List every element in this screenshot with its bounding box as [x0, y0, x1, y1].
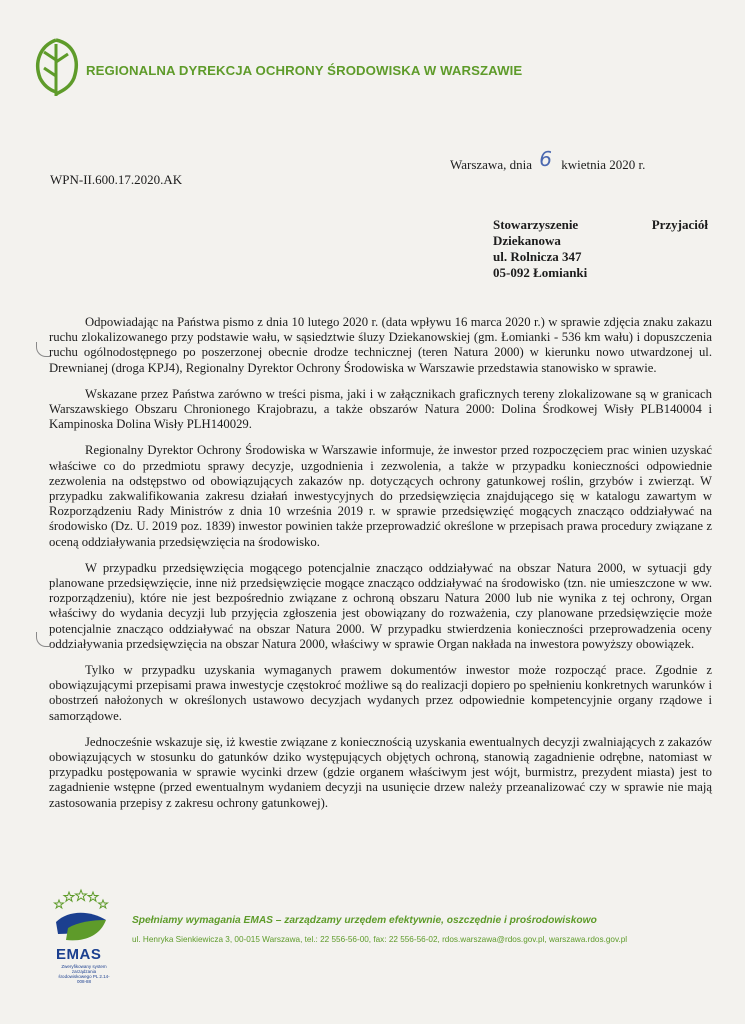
organization-name: REGIONALNA DYREKCJA OCHRONY ŚRODOWISKA W WARSZAWIE	[86, 63, 523, 78]
address-line-1	[493, 217, 708, 233]
address-line-1b: Przyjaciół	[651, 217, 708, 232]
place-prefix: Warszawa, dnia	[450, 157, 532, 172]
address-line-4: 05-092 Łomianki	[493, 265, 588, 280]
month-year: kwietnia 2020 r.	[561, 157, 646, 172]
body-paragraph-1: Odpowiadając na Państwa pismo z dnia 10 lutego 2020 r. (data wpływu 16 marca 2020 r.) w sprawie zdjęcia znaku zakazu ruchu zlokalizowanego przy podstawie wału, w sąsiedztwie śluzy Dziekanowskiej (gm. Łomianki - 536 km wału) i dopuszczenia ruchu ogólnodostępnego po poszerzonej obecnie drodze technicznej (teren Natura 2000) w kierunku nowo utwardzonej ul. Drewnianej (droga KPJ4), Regionalny Dyrektor Ochrony Środowiska w Warszawie przedstawia stanowisko w sprawie.	[49, 315, 712, 375]
body-paragraph-3: Regionalny Dyrektor Ochrony Środowiska w Warszawie informuje, że inwestor przed rozpoczęciem prac winien uzyskać właściwe co do przedmiotu sprawy decyzje, uzgodnienia i zezwolenia, a także w przypadku konieczności odpowiednie zezwolenia na odstępstwo od obowiązujących zakazów np. dotyczących ochrony gatunkowej roślin, grzybów i zwierząt. W przypadku zakwalifikowania zakresu działań inwestycyjnych do przedsięwzięcia znajdującego się w katalogu zawartym w Rozporządzeniu Rady Ministrów z dnia 10 września 2019 r. w sprawie przedsięwzięć mogących znacząco oddziaływać na środowisko (Dz. U. 2019 poz. 1839) inwestor powinien także przeprowadzić określone w przepisach prawa procedury związane z oceną oddziaływania przedsięwzięcia na środowisko.	[49, 443, 712, 549]
footer-contact: ul. Henryka Sienkiewicza 3, 00-015 Warszawa, tel.: 22 556-56-00, fax: 22 556-56-02, rdos.warszawa@rdos.gov.pl, warszawa.rdos.gov.pl	[132, 935, 628, 944]
letter-body	[49, 315, 712, 822]
address-line-3: ul. Rolnicza 347	[493, 249, 582, 264]
handwritten-day: 6	[539, 147, 552, 171]
leaf-logo-icon	[30, 30, 82, 100]
punch-hole-mark	[36, 632, 51, 647]
body-paragraph-5: Tylko w przypadku uzyskania wymaganych prawem dokumentów inwestor może rozpocząć prace. Zgodnie z obowiązującymi przepisami prawa inwestycje częstokroć możliwe są do realizacji dopiero po spełnieniu konkretnych warunków i obostrzeń nałożonych w określonych ustawowo decyzjach wydanych przez odpowiednie kompetencyjnie organy rządowe i samorządowe.	[49, 663, 712, 723]
emas-caption: Zweryfikowany system zarządzania środowiskowego PL 2.14-008-88	[58, 964, 110, 984]
address-line-1a: Stowarzyszenie	[493, 217, 579, 232]
body-paragraph-6: Jednocześnie wskazuje się, iż kwestie związane z koniecznością uzyskania ewentualnych decyzji zwalniających z zakazów obowiązujących w stosunku do gatunków dziko występujących objętych ochroną, stanowią zagadnienie odrębne, natomiast w przypadku postępowania w sprawie wycinki drzew (gdzie organem właściwym jest wójt, burmistrz, prezydent miasta) jest to zagadnienie wstępne (przed ewentualnym wydaniem decyzji na usunięcie drzew należy przeanalizować czy w sprawie nie mają zastosowania przepisy z zakresu ochrony gatunkowej).	[49, 734, 712, 810]
reference-number: WPN-II.600.17.2020.AK	[50, 172, 183, 187]
punch-hole-mark	[36, 342, 51, 357]
address-line-2: Dziekanowa	[493, 233, 561, 248]
emas-wordmark: EMAS	[56, 946, 102, 963]
body-paragraph-2: Wskazane przez Państwa zarówno w treści pisma, jaki i w załącznikach graficznych tereny zlokalizowane są w granicach Warszawskiego Obszaru Chronionego Krajobrazu, a także obszarów Natura 2000: Dolina Środkowej Wisły PLB140004 i Kampinoska Dolina Wisły PLH140029.	[49, 386, 712, 432]
footer-slogan: Spełniamy wymagania EMAS – zarządzamy urzędem efektywnie, oszczędnie i prośrodowiskowo	[132, 915, 597, 926]
body-paragraph-4: W przypadku przedsięwzięcia mogącego potencjalnie znacząco oddziaływać na obszar Natura 2000, w sytuacji gdy planowane przedsięwzięcie, inne niż przedsięwzięcie mogące znacząco oddziaływać na środowisko (tzn. nie umieszczone w ww. rozporządzeniu), które nie jest bezpośrednio związane z ochroną obszaru Natura 2000 lub nie wynika z tej ochrony, Organ właściwy do wydania decyzji lub przyjęcia zgłoszenia jest obowiązany do rozważenia, czy planowane przedsięwzięcie może potencjalnie znacząco oddziaływać na obszar Natura 2000. W przypadku stwierdzenia konieczności przeprowadzenia oceny oddziaływania przedsięwzięcia na obszar Natura 2000, właściwy w sprawie Organ nakłada na inwestora powyższy obowiązek.	[49, 560, 712, 651]
place-and-date	[450, 147, 646, 174]
recipient-address	[493, 217, 708, 281]
